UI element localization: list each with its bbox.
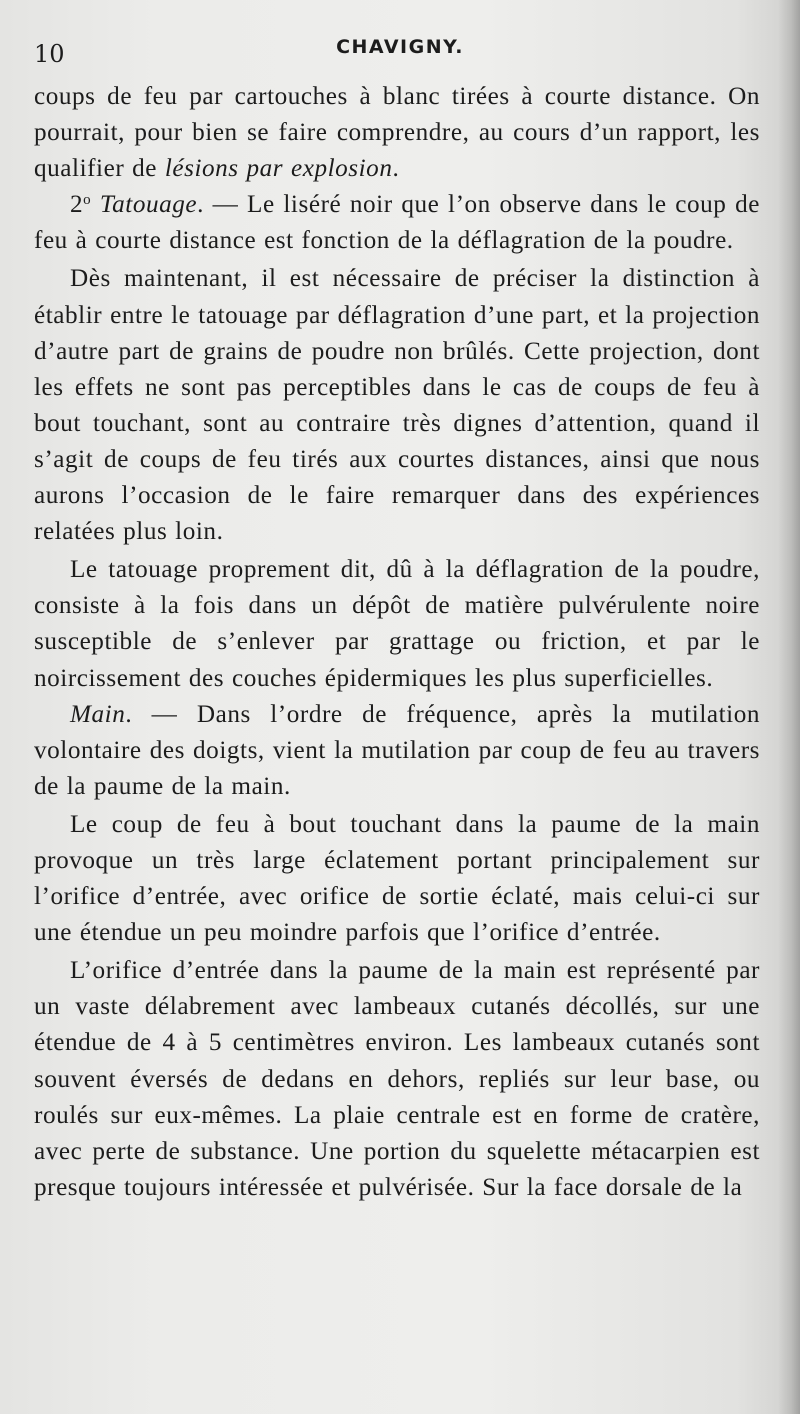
paragraph-1-text: coups de feu par cartouches à blanc tirées à courte distance. On pourrait, pour bien se faire comprendre, au cours d’un rapport, les qualifier de <box>34 83 760 183</box>
paragraph-5-text: . — Dans l’ordre de fréquence, après la mutilation volontaire des doigts, vient la mutilation par coup de feu au travers de la paume de la main. <box>34 700 760 800</box>
body-text <box>34 79 760 1206</box>
page-number: 10 <box>34 40 65 68</box>
paragraph-2-text: . — Le liséré noir que l’on observe dans le coup de feu à courte distance est fonction de la déflagration de la poudre. <box>34 191 760 255</box>
paragraph-7: L’orifice d’entrée dans la paume de la main est représenté par un vaste délabrement avec lambeaux cutanés décollés, sur une étendue de 4 à 5 centimètres environ. Les lambeaux cutanés sont souvent éversés de dedans en dehors, repliés sur leur base, ou roulés sur eux-mêmes. La plaie centrale est en forme de cratère, avec perte de substance. Une portion du squelette métacarpien est presque toujours intéressée et pulvérisée. Sur la face dorsale de la <box>34 957 760 1201</box>
paragraph-1-end: . <box>392 155 400 183</box>
paragraph-5-heading: Main <box>70 700 126 728</box>
paragraph-2-number: 2 <box>70 191 84 219</box>
running-head: CHAVIGNY. <box>336 36 464 58</box>
paragraph-5 <box>34 697 760 805</box>
paragraph-2-heading: Tatouage <box>99 191 198 219</box>
paragraph-2-ordinal: o <box>83 192 92 209</box>
paragraph-3: Dès maintenant, il est nécessaire de préciser la distinction à établir entre le tatouage par déflagration d’une part, et la projection d’autre part de grains de poudre non brûlés. Cette projection, dont les effets ne sont pas perceptibles dans le cas de coups de feu à bout touchant, sont au contraire très dignes d’attention, quand il s’agit de coups de feu tirés aux courtes distances, ainsi que nous aurons l’occasion de le faire remarquer dans des expériences relatées plus loin. <box>34 265 760 546</box>
paragraph-1 <box>34 79 760 187</box>
paragraph-6: Le coup de feu à bout touchant dans la paume de la main provoque un très large éclatement portant principalement sur l’orifice d’entrée, avec orifice de sortie éclaté, mais celui-ci sur une étendue un peu moindre parfois que l’orifice d’entrée. <box>34 810 760 947</box>
paragraph-2 <box>34 187 760 259</box>
page-edge-shadow <box>778 0 800 1414</box>
page-header <box>34 34 766 74</box>
paragraph-4: Le tatouage proprement dit, dû à la déflagration de la poudre, consiste à la fois dans un dépôt de matière pulvérulente noire susceptible de s’enlever par grattage ou friction, et par le noircissement des couches épidermiques les plus superficielles. <box>34 556 760 692</box>
paragraph-1-italic: lésions par explosion <box>164 155 393 183</box>
